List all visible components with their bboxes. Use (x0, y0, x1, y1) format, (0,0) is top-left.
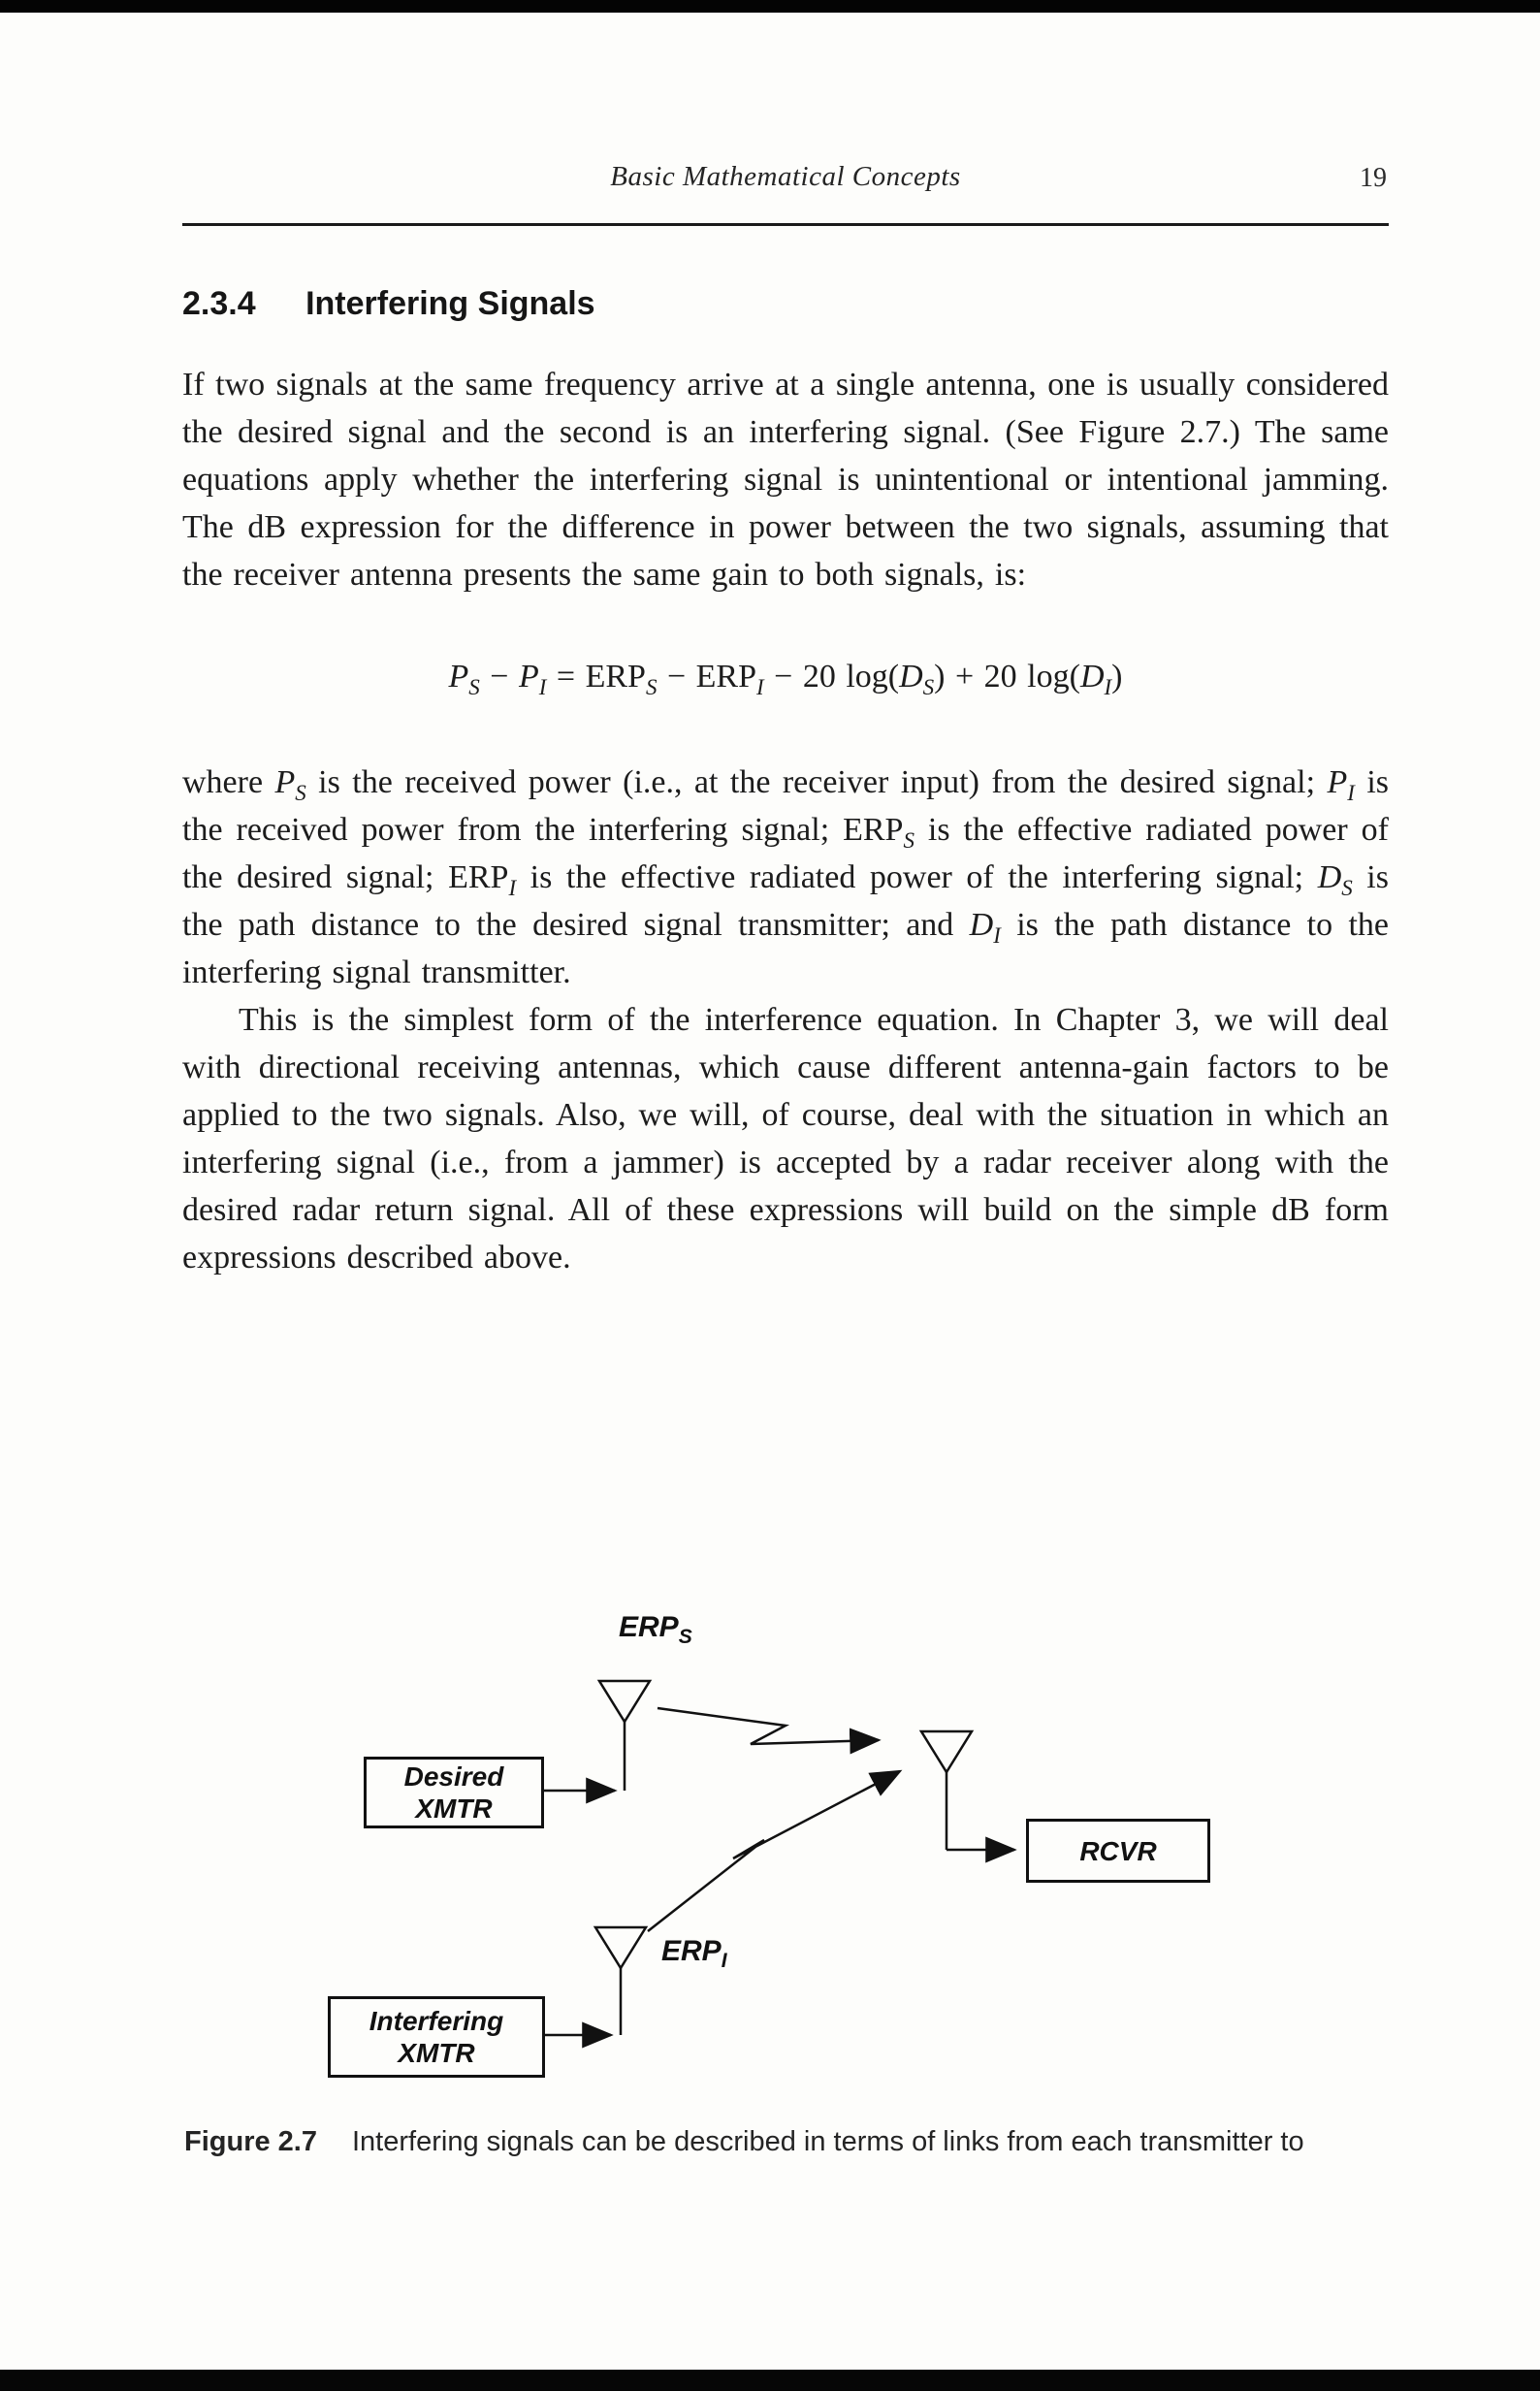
section-number: 2.3.4 (182, 285, 256, 322)
desired-xmtr-box (364, 1757, 544, 1828)
page-number: 19 (1360, 163, 1387, 193)
desired-antenna-icon (599, 1681, 650, 1791)
receiver-antenna-icon (921, 1731, 972, 1850)
figure-2-7 (184, 1596, 1251, 2100)
scan-artifact-bottom-bar (0, 2370, 1540, 2391)
scan-artifact-top-bar (0, 0, 1540, 13)
paragraph-2: where $P_S$ is the received power (i.e., at the receiver input) from the desired signal; $P_I$ is the received power from the interfering signal; $ERP_S$ is the effective radiated power of the desired signal; $ERP_I$ is the effective radiated power of the interfering signal; $D_S$ is the path distance to the desired signal transmitter; and $D_I$ is the path distance to the interfering signal transmitter. (182, 764, 1389, 990)
interfering-xmtr-label-line1: Interfering (369, 2006, 504, 2036)
running-header (182, 161, 1389, 193)
desired-xmtr-label-line2: XMTR (415, 1793, 493, 1824)
body-copy (182, 361, 1389, 1281)
figure-caption-label: Figure 2.7 (184, 2126, 317, 2157)
paragraph-3: This is the simplest form of the interference equation. In Chapter 3, we will deal with directional receiving antennas, which cause different antenna-gain factors to be applied to the two signals. Also, we will, of course, deal with the situation in which an interfering signal (i.e., from a jammer) is accepted by a radar receiver along with the desired radar return signal. All of these expressions will build on the simple dB form expressions described above. (182, 1002, 1389, 1276)
section-heading (182, 285, 595, 323)
section-title: Interfering Signals (305, 285, 595, 322)
rcvr-box (1026, 1819, 1210, 1883)
desired-signal-path-arrow (658, 1708, 879, 1744)
interfering-xmtr-box (328, 1996, 545, 2078)
erp-s-label: $ERP_S$ (619, 1611, 692, 1648)
interference-equation: $P_S - P_I = ERP_S - ERP_I - 20$ $\log(D_S) + 20$ $\log(D_I)$ (448, 659, 1123, 699)
erp-i-label: $ERP_I$ (661, 1935, 727, 1972)
running-title: Basic Mathematical Concepts (610, 161, 961, 192)
desired-xmtr-label-line1: Desired (403, 1761, 504, 1792)
interfering-antenna-icon (595, 1927, 646, 2035)
interfering-signal-path-arrow (648, 1771, 900, 1931)
rcvr-label: RCVR (1079, 1835, 1157, 1866)
interfering-xmtr-label-line2: XMTR (398, 2038, 475, 2068)
paragraph-1: If two signals at the same frequency arrive at a single antenna, one is usually considered the desired signal and the second is an interfering signal. (See Figure 2.7.) The same equations apply whether the interfering signal is unintentional or intentional jamming. The dB expression for the difference in power between the two signals, assuming that the receiver antenna presents the same gain to both signals, is: (182, 367, 1389, 593)
figure-caption (184, 2126, 1426, 2158)
figure-caption-text: Interfering signals can be described in terms of links from each transmitter to (352, 2126, 1304, 2157)
header-rule (182, 223, 1389, 226)
